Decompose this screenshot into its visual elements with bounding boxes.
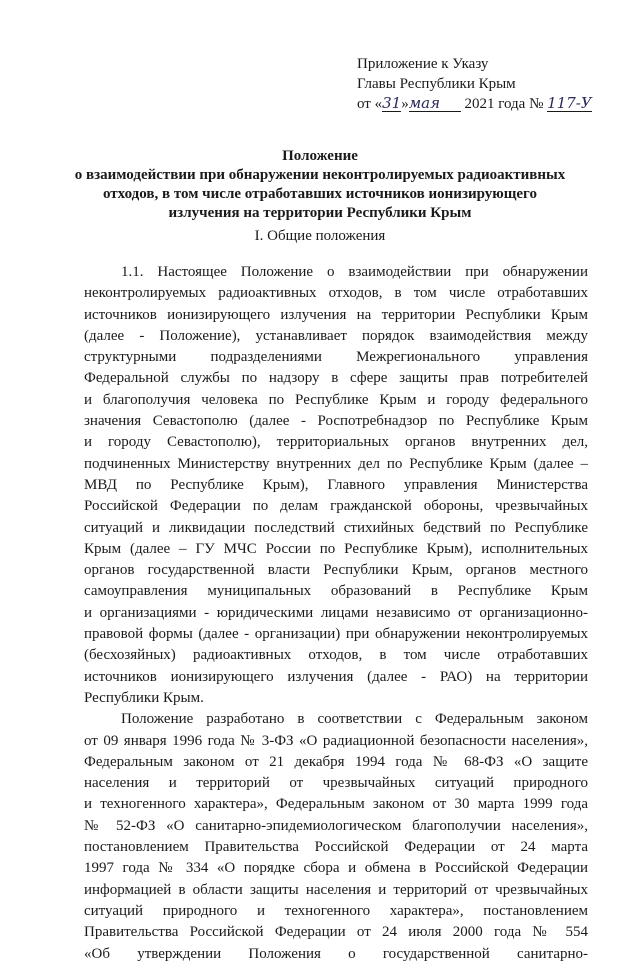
body-line: 1997 года № 334 «О порядке сбора и обмена в Российской Федерации: [84, 860, 588, 877]
body-line: структурными подразделениями Межрегионального управления: [84, 349, 588, 366]
document-title: [60, 147, 580, 223]
body-line: источников ионизирующего излучения (далее - РАО) на территории: [84, 668, 588, 685]
handwritten-number: 117-У: [547, 94, 592, 112]
handwritten-day: 31: [382, 94, 402, 112]
section-heading: I. Общие положения: [254, 228, 386, 244]
appendix-header: [357, 54, 622, 114]
body-line: Федеральной службы по надзору в сфере защиты прав потребителей: [84, 370, 588, 387]
body-line: и техногенного характера», Федеральным законом от 30 марта 1999 года: [84, 796, 588, 813]
date-quote-close: »: [401, 96, 409, 112]
appendix-line-3: [357, 94, 622, 114]
title-line-3: отходов, в том числе отработавших источников ионизирующего: [103, 186, 537, 202]
body-line: правовой формы (далее - организации) при обнаружении неконтролируемых: [84, 626, 588, 643]
body-line: Положение разработано в соответствии с Федеральным законом: [121, 711, 588, 728]
body-line: постановлением Правительства Российской Федерации от 24 марта: [84, 839, 588, 856]
body-line: Российской Федерации по делам гражданской обороны, чрезвычайных: [84, 498, 588, 515]
body-line: Правительства Российской Федерации от 24 июля 2000 года № 554: [84, 924, 588, 941]
body-line: Республики Крым.: [84, 689, 204, 706]
body-line: и организациями - юридическими лицами независимо от организационно-: [84, 604, 588, 621]
body-line: источников ионизирующего излучения на территории Республики Крым: [84, 306, 588, 323]
body-line: ситуаций и ликвидации последствий стихийных бедствий по Республике: [84, 519, 588, 536]
title-line-4: излучения на территории Республики Крым: [168, 205, 472, 221]
body-line: самоуправления муниципальных образований в Республике Крым: [84, 583, 588, 600]
date-year: 2021 года №: [464, 96, 544, 112]
body-line: населения и территорий от чрезвычайных ситуаций природного: [84, 775, 588, 792]
body-line: Федеральным законом от 21 декабря 1994 года № 68-ФЗ «О защите: [84, 753, 588, 770]
body-line: МВД по Республике Крым), Главного управления Министерства: [84, 476, 588, 493]
body-line: значения Севастополю (далее - Роспотребнадзор по Республике Крым: [84, 413, 588, 430]
body-line: «Об утверждении Положения о государственной санитарно-: [84, 945, 588, 962]
body-line: подчиненных Министерству внутренних дел по Республике Крым (далее –: [84, 455, 588, 472]
date-prefix: от «: [357, 96, 383, 112]
body-line: информацией в области защиты населения и территорий от чрезвычайных: [84, 881, 588, 898]
title-line-1: Положение: [282, 148, 358, 164]
body-line: (далее - Положение), устанавливает порядок взаимодействия между: [84, 327, 588, 344]
appendix-line-2: Главы Республики Крым: [357, 76, 516, 92]
body-line: неконтролируемых радиоактивных отходов, в том числе отработавших: [84, 285, 588, 302]
body-line: № 52-ФЗ «О санитарно-эпидемиологическом благополучии населения»,: [84, 817, 588, 834]
handwritten-month: мая: [409, 95, 461, 112]
body-line: органов государственной власти Республики Крым, органов местного: [84, 562, 588, 579]
document-body: [84, 262, 588, 965]
title-line-2: о взаимодействии при обнаружении неконтролируемых радиоактивных: [74, 167, 566, 183]
appendix-line-1: Приложение к Указу: [357, 56, 489, 72]
body-line: и благополучия человека по Республике Крым и городу федерального: [84, 391, 588, 408]
body-line: (бесхозяйных) радиоактивных отходов, в том числе отработавших: [84, 647, 588, 664]
body-line: ситуаций природного и техногенного характера», постановлением: [84, 902, 588, 919]
body-line: Крым (далее – ГУ МЧС России по Республике Крым), исполнительных: [84, 540, 588, 557]
body-line: от 09 января 1996 года № 3-ФЗ «О радиационной безопасности населения»,: [84, 732, 588, 749]
body-line: 1.1. Настоящее Положение о взаимодействии при обнаружении: [121, 264, 588, 280]
body-line: и городу Севастополю), территориальных органов внутренних дел,: [84, 434, 588, 451]
